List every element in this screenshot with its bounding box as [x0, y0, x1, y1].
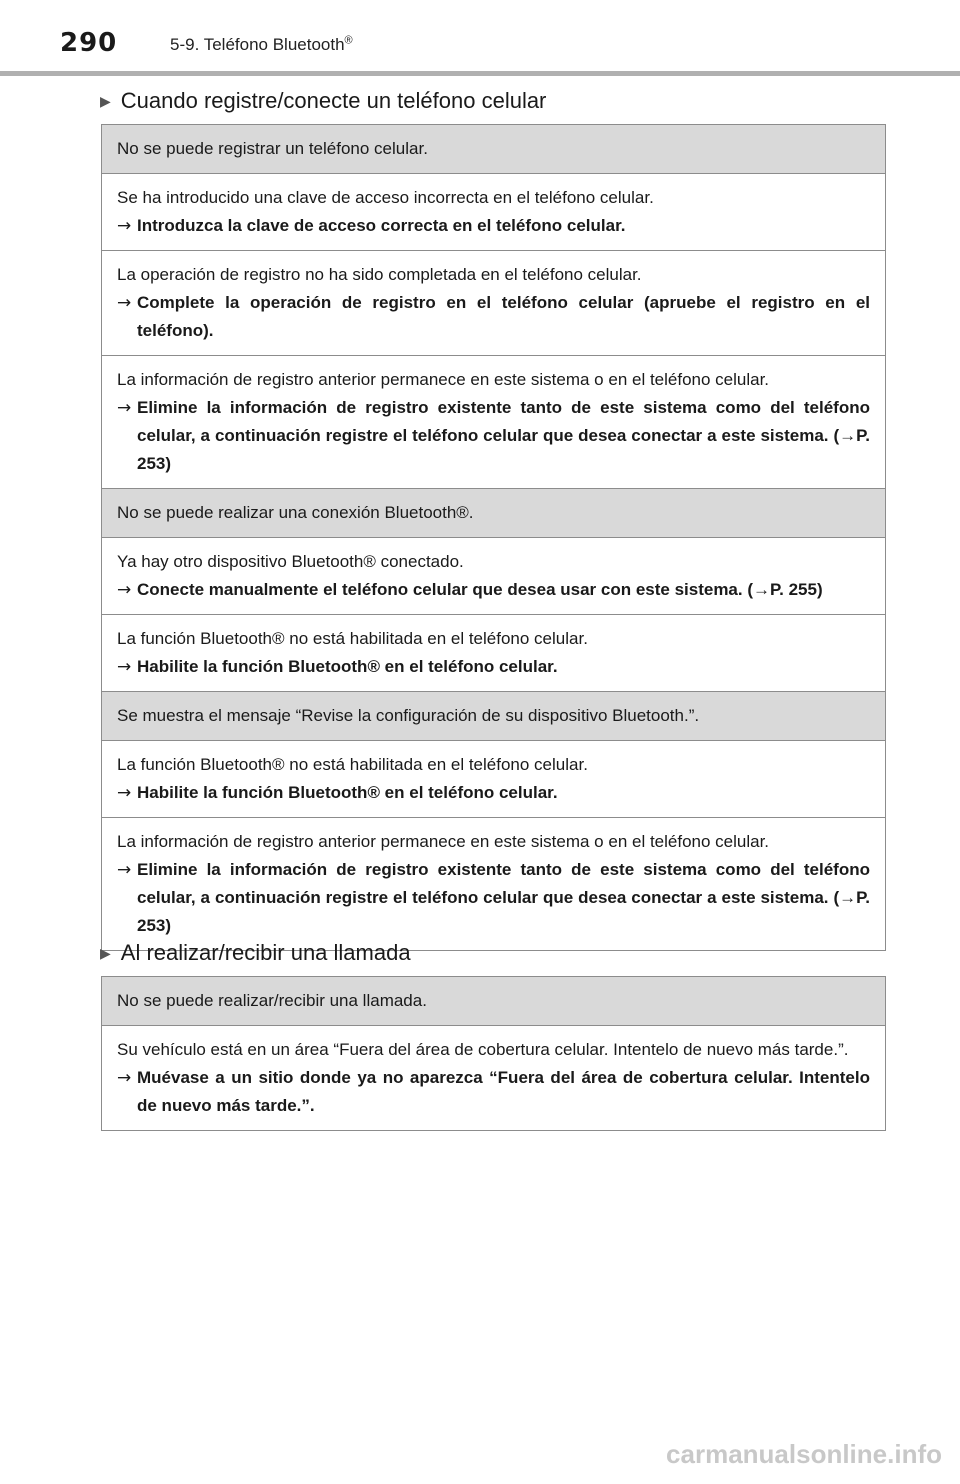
cause-row: La operación de registro no ha sido completada en el teléfono celular. → Complete la operación de registro en el teléfono celular (apruebe el registro en el teléfono). [102, 251, 885, 356]
header-rule [0, 71, 960, 76]
page-header [0, 0, 960, 76]
page-number: 290 [60, 28, 118, 58]
symptom-row: No se puede registrar un teléfono celular. [102, 125, 885, 174]
cause-row: Su vehículo está en un área “Fuera del área de cobertura celular. Intentelo de nuevo más tarde.”. → Muévase a un sitio donde ya no aparezca “Fuera del área de cobertura celular. Intentelo de nuevo más tarde.”. [102, 1026, 885, 1130]
arrow-icon: → [117, 293, 132, 313]
cause-row: La función Bluetooth® no está habilitada en el teléfono celular. → Habilite la función Bluetooth® en el teléfono celular. [102, 615, 885, 692]
cause-row: Se ha introducido una clave de acceso incorrecta en el teléfono celular. → Introduzca la clave de acceso correcta en el teléfono celular. [102, 174, 885, 251]
triangle-bullet-icon: ▶ [100, 92, 111, 109]
registered-mark: ® [344, 34, 353, 47]
symptom-row: Se muestra el mensaje “Revise la configuración de su dispositivo Bluetooth.”. [102, 692, 885, 741]
section-heading-register: ▶ Cuando registre/conecte un teléfono celular [100, 88, 547, 113]
arrow-icon: → [117, 216, 132, 236]
arrow-icon: → [117, 398, 132, 418]
watermark: carmanualsonline.info [666, 1439, 942, 1469]
troubleshooting-table-calls [101, 976, 886, 1131]
arrow-icon: → [117, 580, 132, 600]
section-heading-calls: ▶ Al realizar/recibir una llamada [100, 940, 411, 965]
section-title: 5-9. Teléfono Bluetooth® [170, 34, 353, 54]
symptom-row: No se puede realizar/recibir una llamada. [102, 977, 885, 1026]
arrow-icon: → [117, 657, 132, 677]
cause-row: La información de registro anterior permanece en este sistema o en el teléfono celular. → Elimine la información de registro existente tanto de este sistema como del teléfono celular, a continuación registre el teléfono celular que desea conectar a este sistema. (→P. 253) [102, 818, 885, 950]
arrow-icon: → [117, 783, 132, 803]
cause-row: Ya hay otro dispositivo Bluetooth® conectado. → Conecte manualmente el teléfono celular que desea usar con este sistema. (→P. 255) [102, 538, 885, 615]
cause-row: La información de registro anterior permanece en este sistema o en el teléfono celular. → Elimine la información de registro existente tanto de este sistema como del teléfono celular, a continuación registre el teléfono celular que desea conectar a este sistema. (→P. 253) [102, 356, 885, 489]
symptom-row: No se puede realizar una conexión Bluetooth®. [102, 489, 885, 538]
arrow-icon: → [117, 1068, 132, 1088]
troubleshooting-table-register [101, 124, 886, 951]
triangle-bullet-icon: ▶ [100, 944, 111, 961]
cause-row: La función Bluetooth® no está habilitada en el teléfono celular. → Habilite la función Bluetooth® en el teléfono celular. [102, 741, 885, 818]
arrow-icon: → [117, 860, 132, 880]
